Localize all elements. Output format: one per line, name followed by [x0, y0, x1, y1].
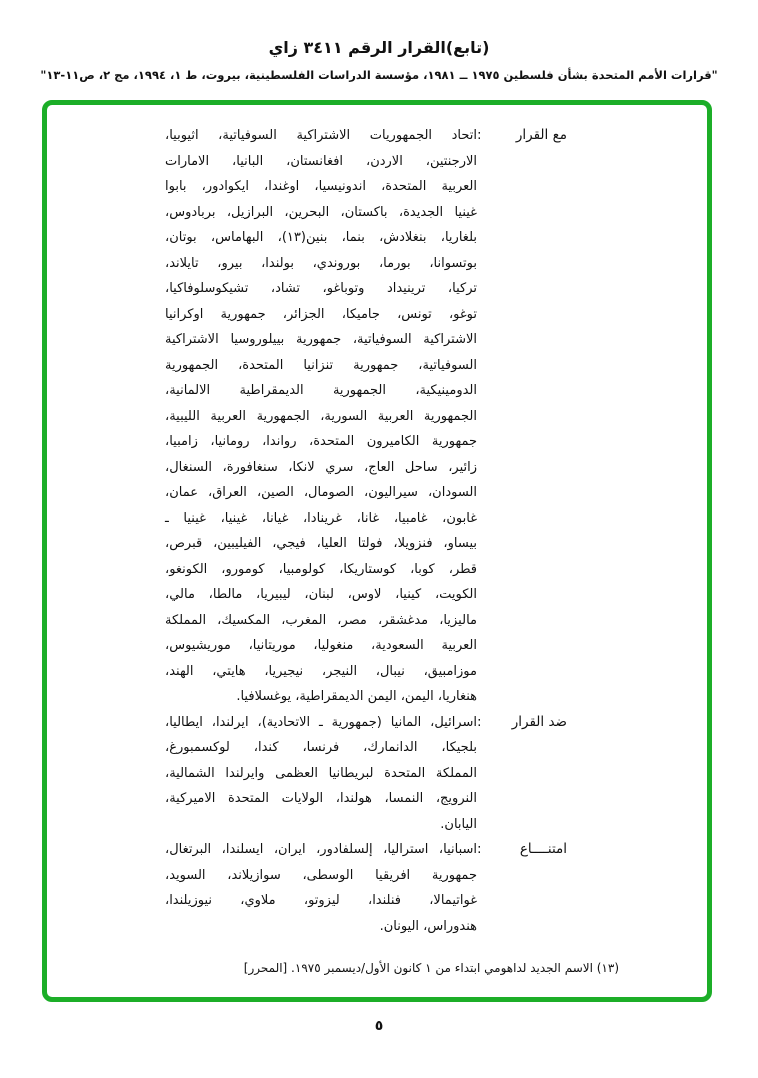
country-list-line: السوفياتية، جمهورية تنزانيا المتحدة، الجمهورية — [165, 357, 477, 373]
country-list-line: بلغاريا، بنغلادش، بنما، بنين(١٣)، البهاماس، بوتان، — [165, 230, 477, 245]
country-list-line: الدومينيكية، الجمهورية الديمقراطية الالمانية، — [165, 383, 477, 398]
country-list-line: بوتسوانا، بورما، بوروندي، بولندا، بيرو، تايلاند، — [165, 255, 477, 271]
country-list — [165, 123, 477, 710]
page-title: (تابع)القرار الرقم ٣٤١١ زاي — [268, 38, 490, 57]
country-list-line: غواتيمالا، فنلندا، ليزوتو، ملاوي، نيوزيلندا، — [165, 893, 477, 908]
country-list-line: ماليزيا، مدغشقر، مصر، المغرب، المكسيك، المملكة — [165, 612, 477, 628]
vote-section-against — [47, 710, 567, 838]
country-list-line: الكويت، كينيا، لاوس، لبنان، ليبيريا، مالطا، مالي، — [165, 587, 477, 602]
vote-label-colon: : — [477, 841, 482, 857]
country-list — [165, 710, 477, 838]
footnote: (١٣) الاسم الجديد لداهومي ابتداء من ١ كانون الأول/ديسمبر ١٩٧٥. [المحرر] — [243, 961, 619, 975]
country-list-line: هندوراس، اليونان. — [379, 918, 477, 934]
country-list-line: النرويج، النمسا، هولندا، الولايات المتحدة الاميركية، — [165, 791, 477, 806]
country-list-line: العربية السعودية، منغوليا، موريتانيا، موريشيوس، — [165, 638, 477, 653]
country-list-line: زائير، ساحل العاج، سري لانكا، سنغافورة، السنغال، — [165, 459, 477, 475]
country-list-line: اتحاد الجمهوريات الاشتراكية السوفياتية، اثيوبيا، — [165, 128, 477, 143]
country-list-line: غينيا الجديدة، باكستان، البحرين، البرازيل، بربادوس، — [165, 204, 477, 220]
resolution-votes-box — [42, 100, 712, 1002]
vote-sections — [47, 123, 567, 939]
country-list-line: العربية المتحدة، اندونيسيا، اوغندا، ايكوادور، بابوا — [165, 179, 477, 194]
country-list-line: الارجنتين، الاردن، افغانستان، البانيا، الامارات — [165, 153, 477, 169]
country-list — [165, 837, 477, 939]
vote-label — [477, 837, 567, 863]
country-list-line: جمهورية افريقيا الوسطى، سوازيلاند، السويد، — [165, 867, 477, 883]
country-list-line: اسبانيا، استراليا، إلسلفادور، ايران، ايسلندا، البرتغال، — [165, 842, 477, 857]
vote-label-colon: : — [477, 713, 482, 730]
vote-label-colon: : — [477, 127, 482, 143]
country-list-line: الجمهورية العربية السورية، الجمهورية العربية الليبية، — [165, 408, 477, 424]
vote-label — [477, 710, 567, 736]
vote-label — [477, 123, 567, 149]
page-number: ٥ — [374, 1018, 384, 1034]
vote-section-abstain — [47, 837, 567, 939]
vote-label-text: امتنــــاع — [519, 841, 567, 857]
country-list-line: الاشتراكية السوفياتية، جمهورية بييلوروسيا الاشتراكية — [165, 332, 477, 347]
country-list-line: تركيا، ترينيداد وتوباغو، تشاد، تشيكوسلوفاكيا، — [165, 281, 477, 296]
country-list-line: السودان، سيراليون، الصومال، الصين، العراق، عمان، — [165, 485, 477, 500]
source-citation: "قرارات الأمم المتحدة بشأن فلسطين ١٩٧٥ ــ ١٩٨١، مؤسسة الدراسات الفلسطينية، بيروت، ط ١، ١٩٩٤، مج ٢، ص١١-١٣" — [40, 68, 718, 82]
vote-label-text: مع القرار — [515, 127, 567, 143]
country-list-line: غابون، غامبيا، غانا، غرينادا، غيانا، غينيا، غينيا ـ — [165, 510, 477, 526]
vote-label-text: ضد القرار — [511, 713, 567, 730]
country-list-line: جمهورية الكاميرون المتحدة، رواندا، رومانيا، زامبيا، — [165, 434, 477, 449]
country-list-line: بيساو، فنزويلا، فولتا العليا، فيجي، الفيليبين، قبرص، — [165, 536, 477, 551]
country-list-line: هنغاريا، اليمن، اليمن الديمقراطية، يوغسلافيا. — [236, 689, 477, 704]
country-list-line: بلجيكا، الدانمارك، فرنسا، كندا، لوكسمبورغ، — [165, 740, 477, 755]
country-list-line: اليابان. — [440, 816, 477, 832]
country-list-line: المملكة المتحدة لبريطانيا العظمى وايرلندا الشمالية، — [165, 765, 477, 781]
vote-section-with — [47, 123, 567, 710]
country-list-line: موزامبيق، نيبال، النيجر، نيجيريا، هايتي، الهند، — [165, 663, 477, 679]
country-list-line: اسرائيل، المانيا (جمهورية ـ الاتحادية)، ايرلندا، ايطاليا، — [165, 714, 477, 730]
country-list-line: قطر، كوبا، كوستاريكا، كولومبيا، كومورو، الكونغو، — [165, 561, 477, 577]
country-list-line: توغو، تونس، جاميكا، الجزائر، جمهورية اوكرانيا — [165, 306, 477, 322]
